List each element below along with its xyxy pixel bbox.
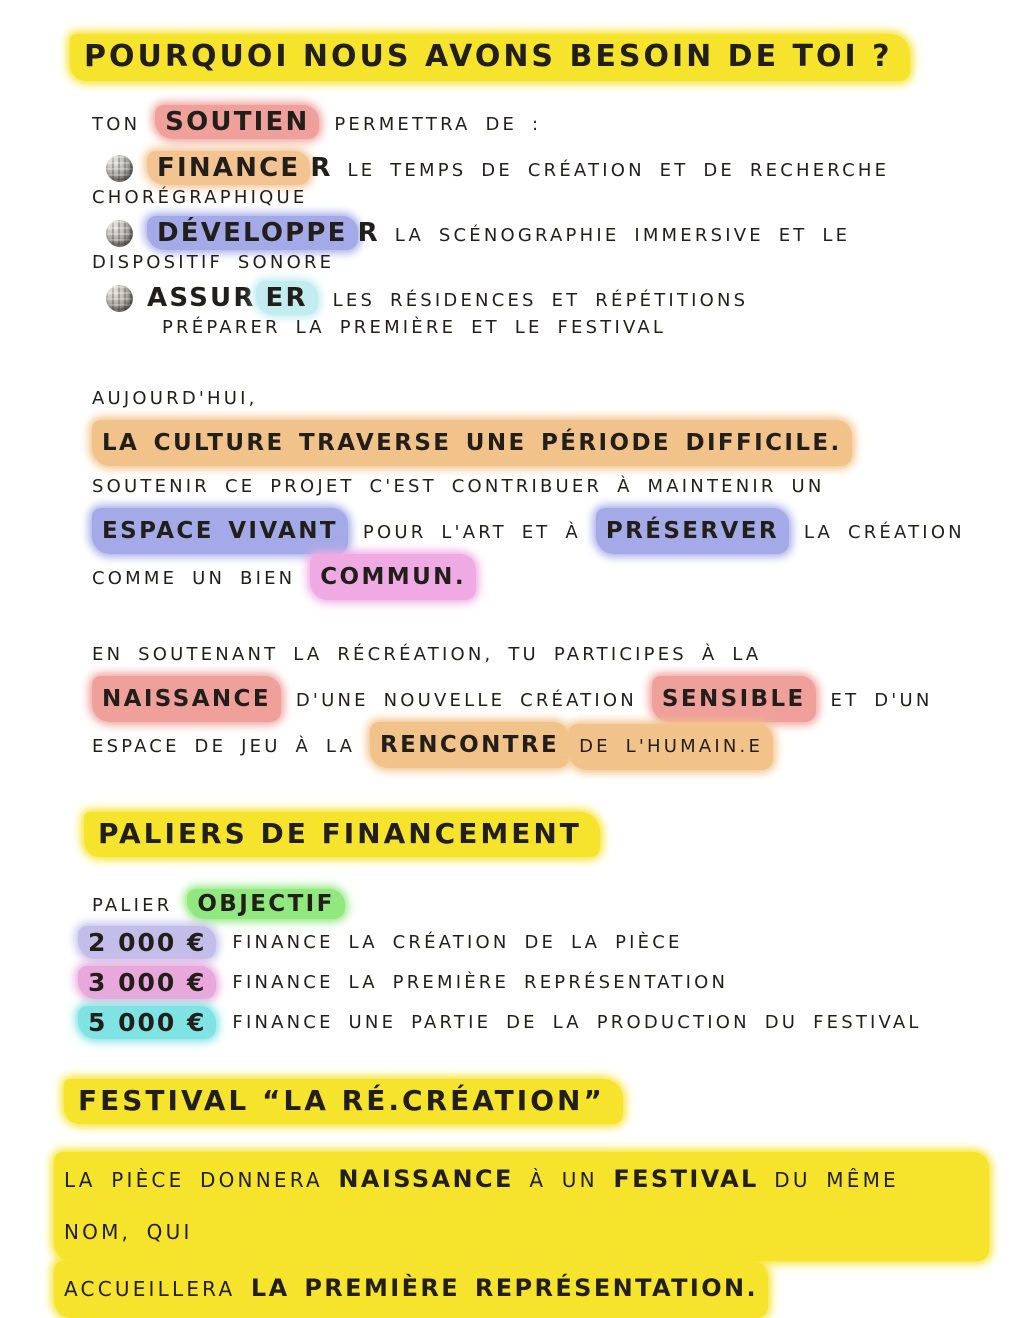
bullet-text (147, 151, 889, 185)
bullet-verb-highlight: DÉVELOPPE (147, 216, 358, 250)
bullet-assurer-cont: PRÉPARER LA PREMIÈRE ET LE FESTIVAL (162, 317, 667, 338)
emph-premiere-representation: LA PREMIÈRE REPRÉSENTATION. (250, 1274, 759, 1302)
section-heading-paliers (84, 812, 1009, 857)
highlight-commun: COMMUN. (310, 554, 476, 600)
text-run: POUR L'ART ET À (347, 522, 596, 543)
bullet-developper (106, 216, 1009, 250)
text-run: AUJOURD'HUI, (92, 388, 258, 409)
paragraph-soutien (92, 634, 969, 770)
bullet-text (147, 281, 748, 315)
highlight-humaine: DE L'HUMAIN.E (569, 724, 773, 770)
palier-header (92, 889, 1009, 919)
highlight-espace-vivant: ESPACE VIVANT (92, 508, 348, 554)
palier-label: PALIER (92, 895, 188, 916)
paragraph-culture (92, 378, 969, 600)
palier-desc: FINANCE LA PREMIÈRE REPRÉSENTATION (232, 972, 729, 993)
paragraph-festival (54, 1152, 989, 1318)
highlight-preserver: PRÉSERVER (596, 508, 789, 554)
bullet-text (147, 216, 850, 250)
text-run: LA CRÉATION (788, 522, 965, 543)
text-run: LA PIÈCE DONNERA (64, 1168, 339, 1192)
bullet-financer (106, 151, 1009, 185)
heading-highlight: PALIERS DE FINANCEMENT (84, 812, 600, 857)
palier-row-3000 (78, 966, 1009, 999)
text-run: SOUTENIR CE PROJET C'EST CONTRIBUER À MAINTENIR UN (92, 476, 825, 497)
text-run: À UN (513, 1168, 614, 1192)
text-run: ACCUEILLERA (64, 1277, 251, 1301)
highlight-rencontre: RENCONTRE (370, 722, 569, 768)
heading-highlight: FESTIVAL “LA RÉ.CRÉATION” (64, 1079, 623, 1124)
section-heading-why (70, 34, 1009, 81)
disco-ball-icon (106, 220, 133, 247)
bullet-assurer (106, 281, 1009, 315)
document-page (0, 34, 1009, 1302)
palier-desc: FINANCE UNE PARTIE DE LA PRODUCTION DU FESTIVAL (232, 1012, 922, 1033)
text-run: ESPACE DE JEU À LA (92, 736, 371, 757)
text-run: D'UNE NOUVELLE CRÉATION (280, 690, 652, 711)
section-heading-festival (64, 1079, 1009, 1124)
intro-line (92, 105, 1009, 139)
intro-post: PERMETTRA DE : (319, 114, 542, 135)
text-run: DU MÊME NOM, QUI (64, 1168, 899, 1244)
bullet-verb-post: R (310, 153, 333, 183)
palier-row-2000 (78, 926, 1009, 959)
bullet-financer-cont: CHORÉGRAPHIQUE (92, 187, 308, 208)
intro-emph-soutien: SOUTIEN (155, 105, 319, 139)
final-line-1 (54, 1152, 989, 1261)
highlight-naissance: NAISSANCE (92, 676, 281, 722)
emph-festival: FESTIVAL (613, 1165, 759, 1193)
bullet-rest: LA SCÉNOGRAPHIE IMMERSIVE ET LE (379, 225, 851, 246)
highlight-sensible: SENSIBLE (652, 676, 816, 722)
emph-naissance: NAISSANCE (338, 1165, 514, 1193)
amount-badge: 3 000 € (78, 966, 216, 999)
heading-highlight: POURQUOI NOUS AVONS BESOIN DE TOI ? (70, 34, 910, 81)
disco-ball-icon (106, 285, 133, 312)
palier-desc: FINANCE LA CRÉATION DE LA PIÈCE (232, 932, 683, 953)
text-run: COMME UN BIEN (92, 568, 311, 589)
disco-ball-icon (106, 155, 133, 182)
bullet-rest: LES RÉSIDENCES ET RÉPÉTITIONS (317, 290, 749, 311)
bullet-verb-highlight: FINANCE (147, 151, 310, 185)
text-run: ET D'UN (815, 690, 933, 711)
bullet-rest: LE TEMPS DE CRÉATION ET DE RECHERCHE (332, 160, 890, 181)
text-run: EN SOUTENANT LA RÉCRÉATION, TU PARTICIPES À LA (92, 644, 762, 665)
final-line-2 (54, 1261, 768, 1318)
bullet-verb-post: R (357, 218, 380, 248)
bullet-verb-highlight: ER (256, 281, 318, 315)
intro-pre: TON (92, 114, 156, 135)
bullet-developper-cont: DISPOSITIF SONORE (92, 252, 335, 273)
bullet-verb-pre: ASSUR (147, 283, 256, 313)
highlight-culture-difficile: LA CULTURE TRAVERSE UNE PÉRIODE DIFFICILE. (92, 420, 852, 466)
palier-row-5000 (78, 1006, 1009, 1039)
amount-badge: 5 000 € (78, 1006, 216, 1039)
highlight-objectif: OBJECTIF (187, 889, 344, 919)
amount-badge: 2 000 € (78, 926, 216, 959)
